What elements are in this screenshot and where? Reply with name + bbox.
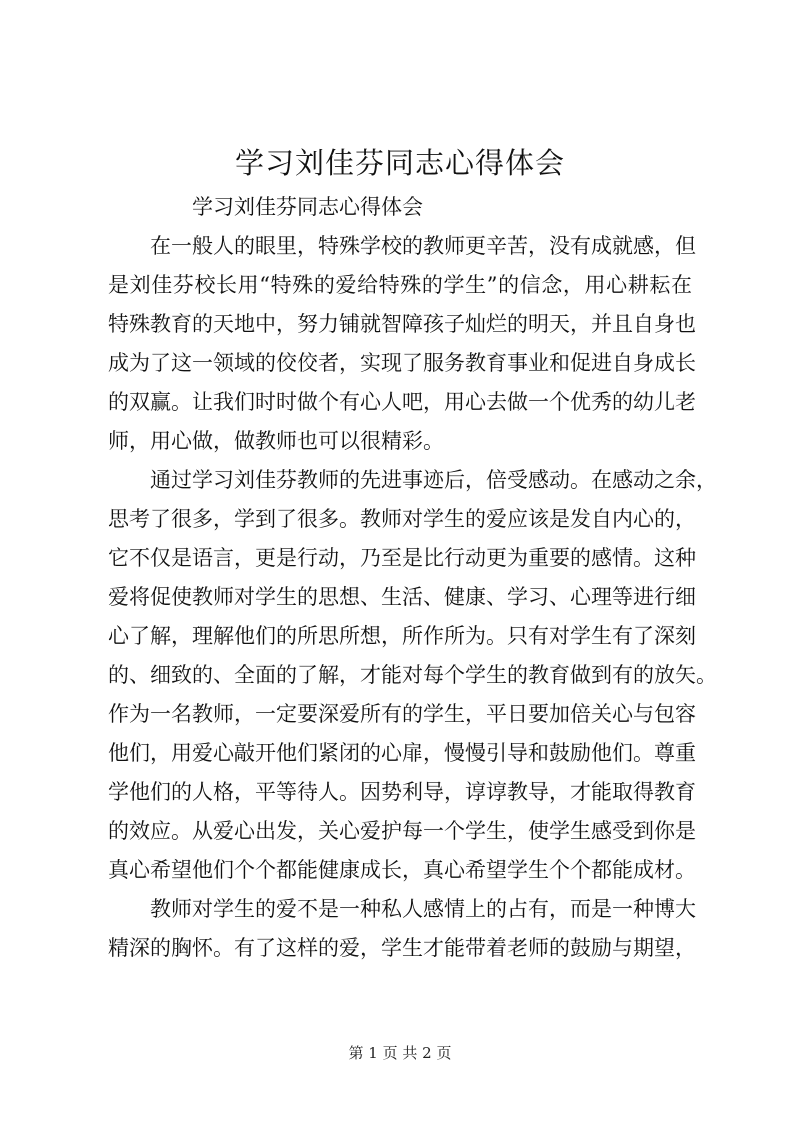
paragraph-1: [108, 227, 696, 461]
paragraph-line: 思考了很多，学到了很多。教师对学生的爱应该是发自内心的，: [108, 507, 696, 531]
subtitle-paragraph: [108, 188, 692, 227]
paragraph-line: 特殊教育的天地中，努力铺就智障孩子灿烂的明天，并且自身也: [108, 312, 696, 336]
paragraph-2: [108, 461, 717, 890]
paragraph-line: 师，用心做，做教师也可以很精彩。: [108, 429, 444, 453]
paragraph-line: 心了解，理解他们的所思所想，所作所为。只有对学生有了深刻: [108, 624, 696, 648]
document-title: 学习刘佳芬同志心得体会: [234, 146, 565, 180]
paragraph-line: 是刘佳芬校长用“特殊的爱给特殊的学生”的信念，用心耕耘在: [108, 273, 692, 297]
paragraph-line: 精深的胸怀。有了这样的爱，学生才能带着老师的鼓励与期望，: [108, 936, 696, 960]
document-body: [108, 188, 717, 968]
paragraph-line: 教师对学生的爱不是一种私人感情上的占有，而是一种博大: [150, 897, 696, 921]
paragraph-3: [108, 890, 696, 968]
paragraph-line: 真心希望他们个个都能健康成长，真心希望学生个个都能成材。: [108, 858, 696, 882]
paragraph-line: 作为一名教师，一定要深爱所有的学生，平日要加倍关心与包容: [108, 702, 696, 726]
paragraph-line: 通过学习刘佳芬教师的先进事迹后，倍受感动。在感动之余，: [150, 468, 717, 492]
paragraph-line: 他们，用爱心敲开他们紧闭的心扉，慢慢引导和鼓励他们。尊重: [108, 741, 696, 765]
paragraph-line: 的效应。从爱心出发，关心爱护每一个学生，使学生感受到你是: [108, 819, 696, 843]
paragraph-line: 的、细致的、全面的了解，才能对每个学生的教育做到有的放矢。: [108, 663, 717, 687]
page-footer: 第 1 页 共 2 页: [348, 1044, 452, 1062]
paragraph-line: 的双赢。让我们时时做个有心人吧，用心去做一个优秀的幼儿老: [108, 390, 696, 414]
paragraph-line: 成为了这一领域的佼佼者，实现了服务教育事业和促进自身成长: [108, 351, 696, 375]
paragraph-line: 在一般人的眼里，特殊学校的教师更辛苦，没有成就感，但: [150, 234, 696, 258]
paragraph-line: 爱将促使教师对学生的思想、生活、健康、学习、心理等进行细: [108, 585, 696, 609]
document-subtitle: 学习刘佳芬同志心得体会: [192, 195, 423, 219]
paragraph-line: 学他们的人格，平等待人。因势利导，谆谆教导，才能取得教育: [108, 780, 696, 804]
paragraph-line: 它不仅是语言，更是行动，乃至是比行动更为重要的感情。这种: [108, 546, 696, 570]
